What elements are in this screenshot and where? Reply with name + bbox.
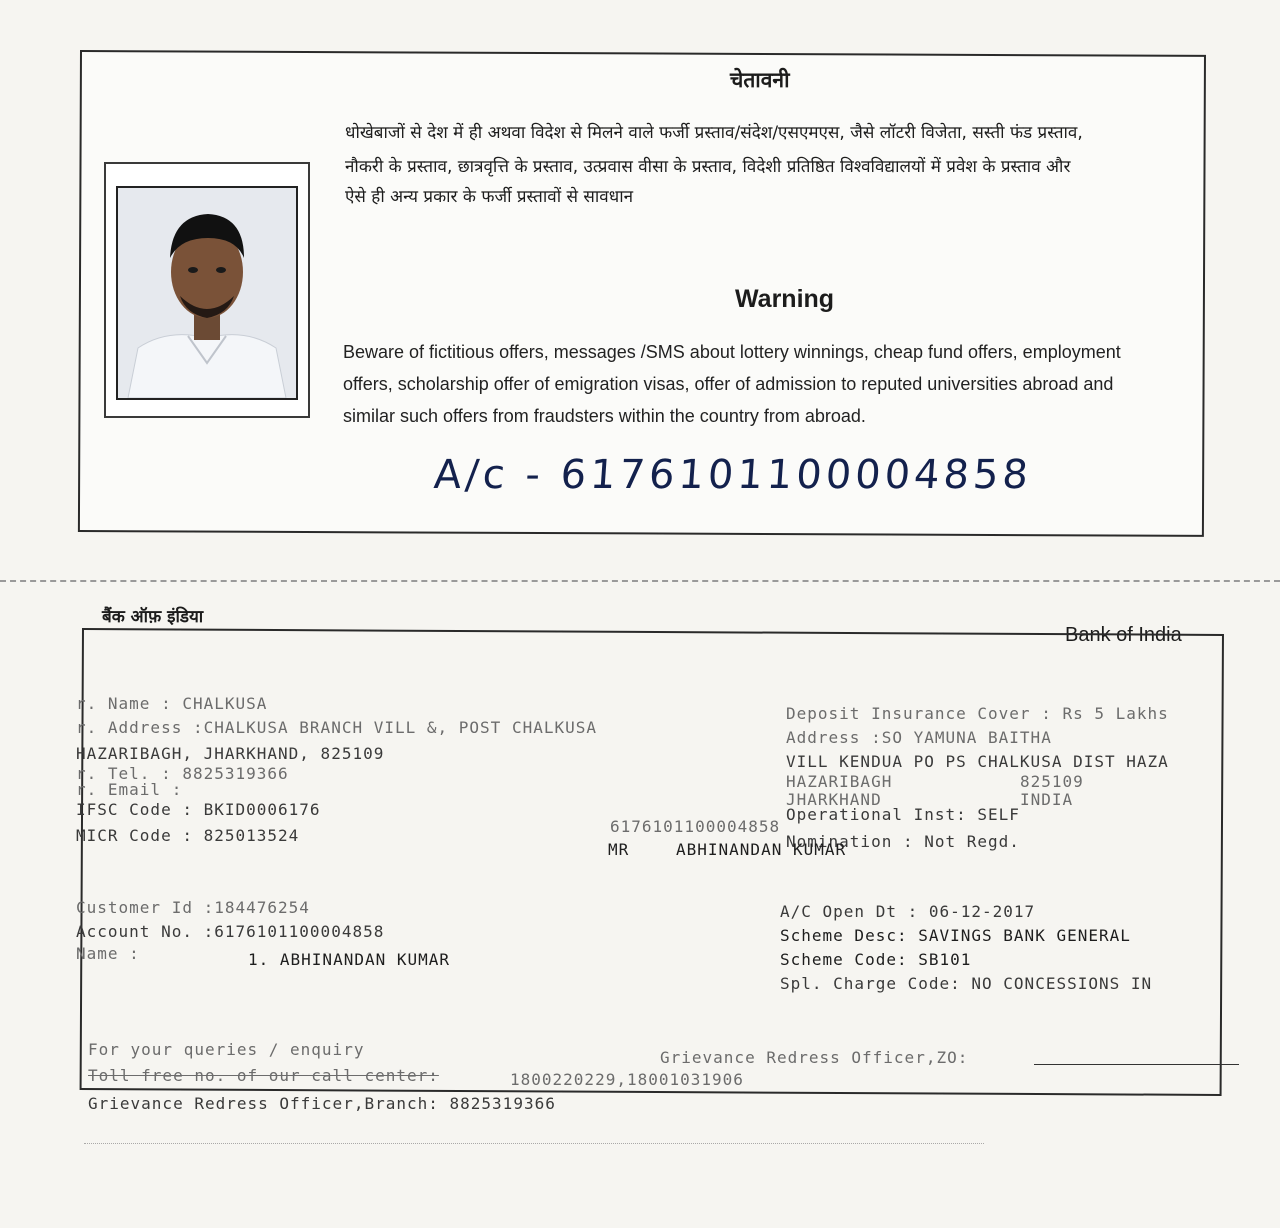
branch-name: r. Name : CHALKUSA <box>76 694 268 713</box>
customer-address-label: Address :SO YAMUNA BAITHA <box>786 728 1052 747</box>
scheme-description: Scheme Desc: SAVINGS BANK GENERAL <box>780 926 1131 945</box>
photo-frame <box>104 162 310 418</box>
queries-enquiry: For your queries / enquiry <box>88 1040 365 1059</box>
warning-text-english-line-2: offers, scholarship offer of emigration visas, offer of admission to reputed universities abroad and <box>343 374 1114 394</box>
warning-title-hindi: चेतावनी <box>730 68 790 92</box>
branch-address: r. Address :CHALKUSA BRANCH VILL &, POST CHALKUSA <box>76 718 598 737</box>
warning-title-english: Warning <box>735 285 835 313</box>
scheme-code: Scheme Code: SB101 <box>780 950 972 969</box>
page-fold-divider <box>0 580 1280 602</box>
warning-text-hindi-line-3: ऐसे ही अन्य प्रकार के फर्जी प्रस्तावों से सावधान <box>345 187 634 207</box>
toll-free-numbers: 1800220229,18001031906 <box>510 1070 744 1089</box>
bank-name-hindi: बैंक ऑफ़ इंडिया <box>102 607 204 627</box>
overprint-account-number: 6176101100004858 <box>610 817 781 836</box>
branch-ifsc: IFSC Code : BKID0006176 <box>76 800 321 819</box>
warning-text-english-line-1: Beware of fictitious offers, messages /SMS about lottery winnings, cheap fund offers, employment <box>343 342 1121 362</box>
branch-tel: r. Tel. : 8825319366 <box>76 764 289 783</box>
bank-name-english: Bank of India <box>1065 624 1182 646</box>
passport-photo <box>116 186 298 400</box>
customer-city: HAZARIBAGH <box>786 772 893 791</box>
warning-text-hindi-line-2: नौकरी के प्रस्ताव, छात्रवृत्ति के प्रस्ताव, उत्प्रवास वीसा के प्रस्ताव, विदेशी प्रतिष्ठित विश्वविद्यालयों में प्रवेश के प्रस्ताव और <box>345 157 1071 177</box>
handwritten-account-number: A/c - 6176101100004858 <box>432 452 1034 498</box>
toll-free-label: Toll free no. of our call center: <box>88 1066 439 1085</box>
account-number: Account No. :6176101100004858 <box>76 922 385 941</box>
customer-address-line: VILL KENDUA PO PS CHALKUSA DIST HAZA <box>786 752 1169 771</box>
customer-state: JHARKHAND <box>786 790 882 809</box>
operational-instruction: Operational Inst: SELF <box>786 805 1020 824</box>
grievance-officer-branch: Grievance Redress Officer,Branch: 8825319366 <box>88 1094 556 1113</box>
branch-city: HAZARIBAGH, JHARKHAND, 825109 <box>76 744 385 763</box>
grievance-officer-zo: Grievance Redress Officer,ZO: <box>660 1048 969 1067</box>
faded-print-line <box>84 1125 984 1144</box>
account-open-date: A/C Open Dt : 06-12-2017 <box>780 902 1036 921</box>
customer-pin: 825109 <box>1020 772 1084 791</box>
nomination-status: Nomination : Not Regd. <box>786 832 1020 851</box>
customer-name: 1. ABHINANDAN KUMAR <box>248 950 451 969</box>
overprint-customer-name: ABHINANDAN KUMAR <box>676 840 847 859</box>
person-photo-icon <box>118 188 296 398</box>
deposit-insurance-cover: Deposit Insurance Cover : Rs 5 Lakhs <box>786 704 1169 723</box>
customer-country: INDIA <box>1020 790 1074 809</box>
branch-email: r. Email : <box>76 780 183 799</box>
overprint-name-prefix: MR <box>608 840 630 859</box>
branch-micr: MICR Code : 825013524 <box>76 826 300 845</box>
grievance-zo-blank-line <box>1034 1064 1239 1065</box>
customer-name-label: Name : <box>76 944 140 963</box>
special-charge-code: Spl. Charge Code: NO CONCESSIONS IN <box>780 974 1153 993</box>
warning-text-english-line-3: similar such offers from fraudsters within the country from abroad. <box>343 406 866 426</box>
warning-text-hindi-line-1: धोखेबाजों से देश में ही अथवा विदेश से मिलने वाले फर्जी प्रस्ताव/संदेश/एसएमएस, जैसे लॉटरी विजेता, सस्ती फंड प्रस्ताव, <box>345 123 1083 143</box>
customer-id: Customer Id :184476254 <box>76 898 310 917</box>
